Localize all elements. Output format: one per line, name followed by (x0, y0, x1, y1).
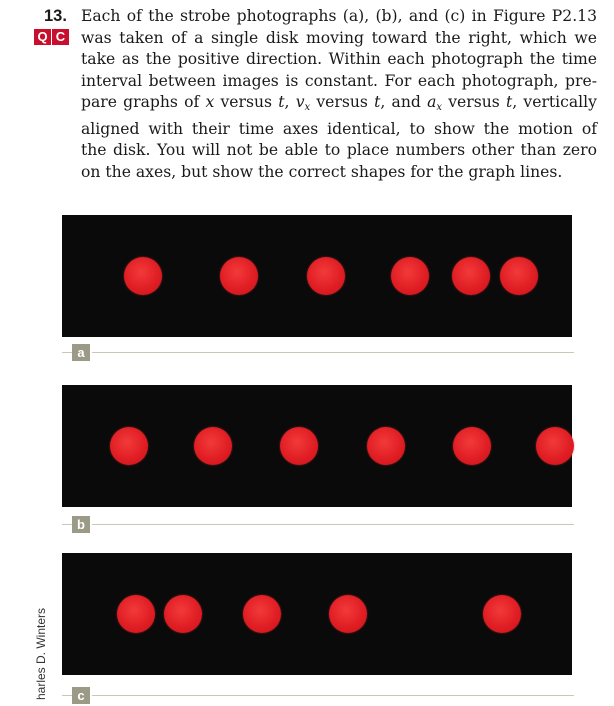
figure-label-c: c (72, 687, 90, 704)
problem-text (81, 6, 597, 183)
photo-credit: harles D. Winters (34, 607, 48, 700)
figure-label-row-b (62, 515, 574, 535)
figure-label-row-c (62, 686, 574, 706)
disk-image (117, 595, 155, 633)
problem-number: 13. (44, 7, 67, 25)
strobe-photo-b (62, 385, 572, 507)
disk-image (483, 595, 521, 633)
disk-image (280, 427, 318, 465)
qc-badge-q: Q (34, 29, 51, 45)
strobe-photo-a (62, 215, 572, 337)
disk-image (452, 257, 490, 295)
problem-text-line: aligned with their time axes identical, to show the motion of (81, 119, 597, 138)
problem-text-line: on the axes, but show the correct shapes for the graph lines. (81, 162, 563, 181)
figure-label-a: a (72, 344, 90, 361)
disk-image (110, 427, 148, 465)
disk-image (243, 595, 281, 633)
problem-text-line: was taken of a single disk moving toward the right, which we (81, 28, 597, 47)
problem-text-line: pare graphs of x versus t, $v_x$ versus t, and $a_x$ versus t, vertically (81, 93, 597, 113)
disk-image (391, 257, 429, 295)
problem-text-line: the disk. You will not be able to place numbers other than zero (81, 141, 597, 159)
problem-text-line: take as the positive direction. Within each photograph the time (81, 50, 597, 68)
disk-image (194, 427, 232, 465)
disk-image (367, 427, 405, 465)
figure-label-b: b (72, 516, 90, 533)
disk-image (536, 427, 574, 465)
qc-badge (34, 29, 69, 45)
problem-text-line: interval between images is constant. For each photograph, pre- (81, 71, 597, 90)
disk-image (307, 257, 345, 295)
problem-text-line: Each of the strobe photographs (a), (b), and (c) in Figure P2.13 (81, 7, 597, 25)
figure-label-row-a (62, 343, 574, 363)
disk-image (220, 257, 258, 295)
disk-image (164, 595, 202, 633)
strobe-photo-c (62, 553, 572, 675)
disk-image (453, 427, 491, 465)
disk-image (500, 257, 538, 295)
disk-image (124, 257, 162, 295)
disk-image (329, 595, 367, 633)
qc-badge-c: C (52, 29, 69, 45)
